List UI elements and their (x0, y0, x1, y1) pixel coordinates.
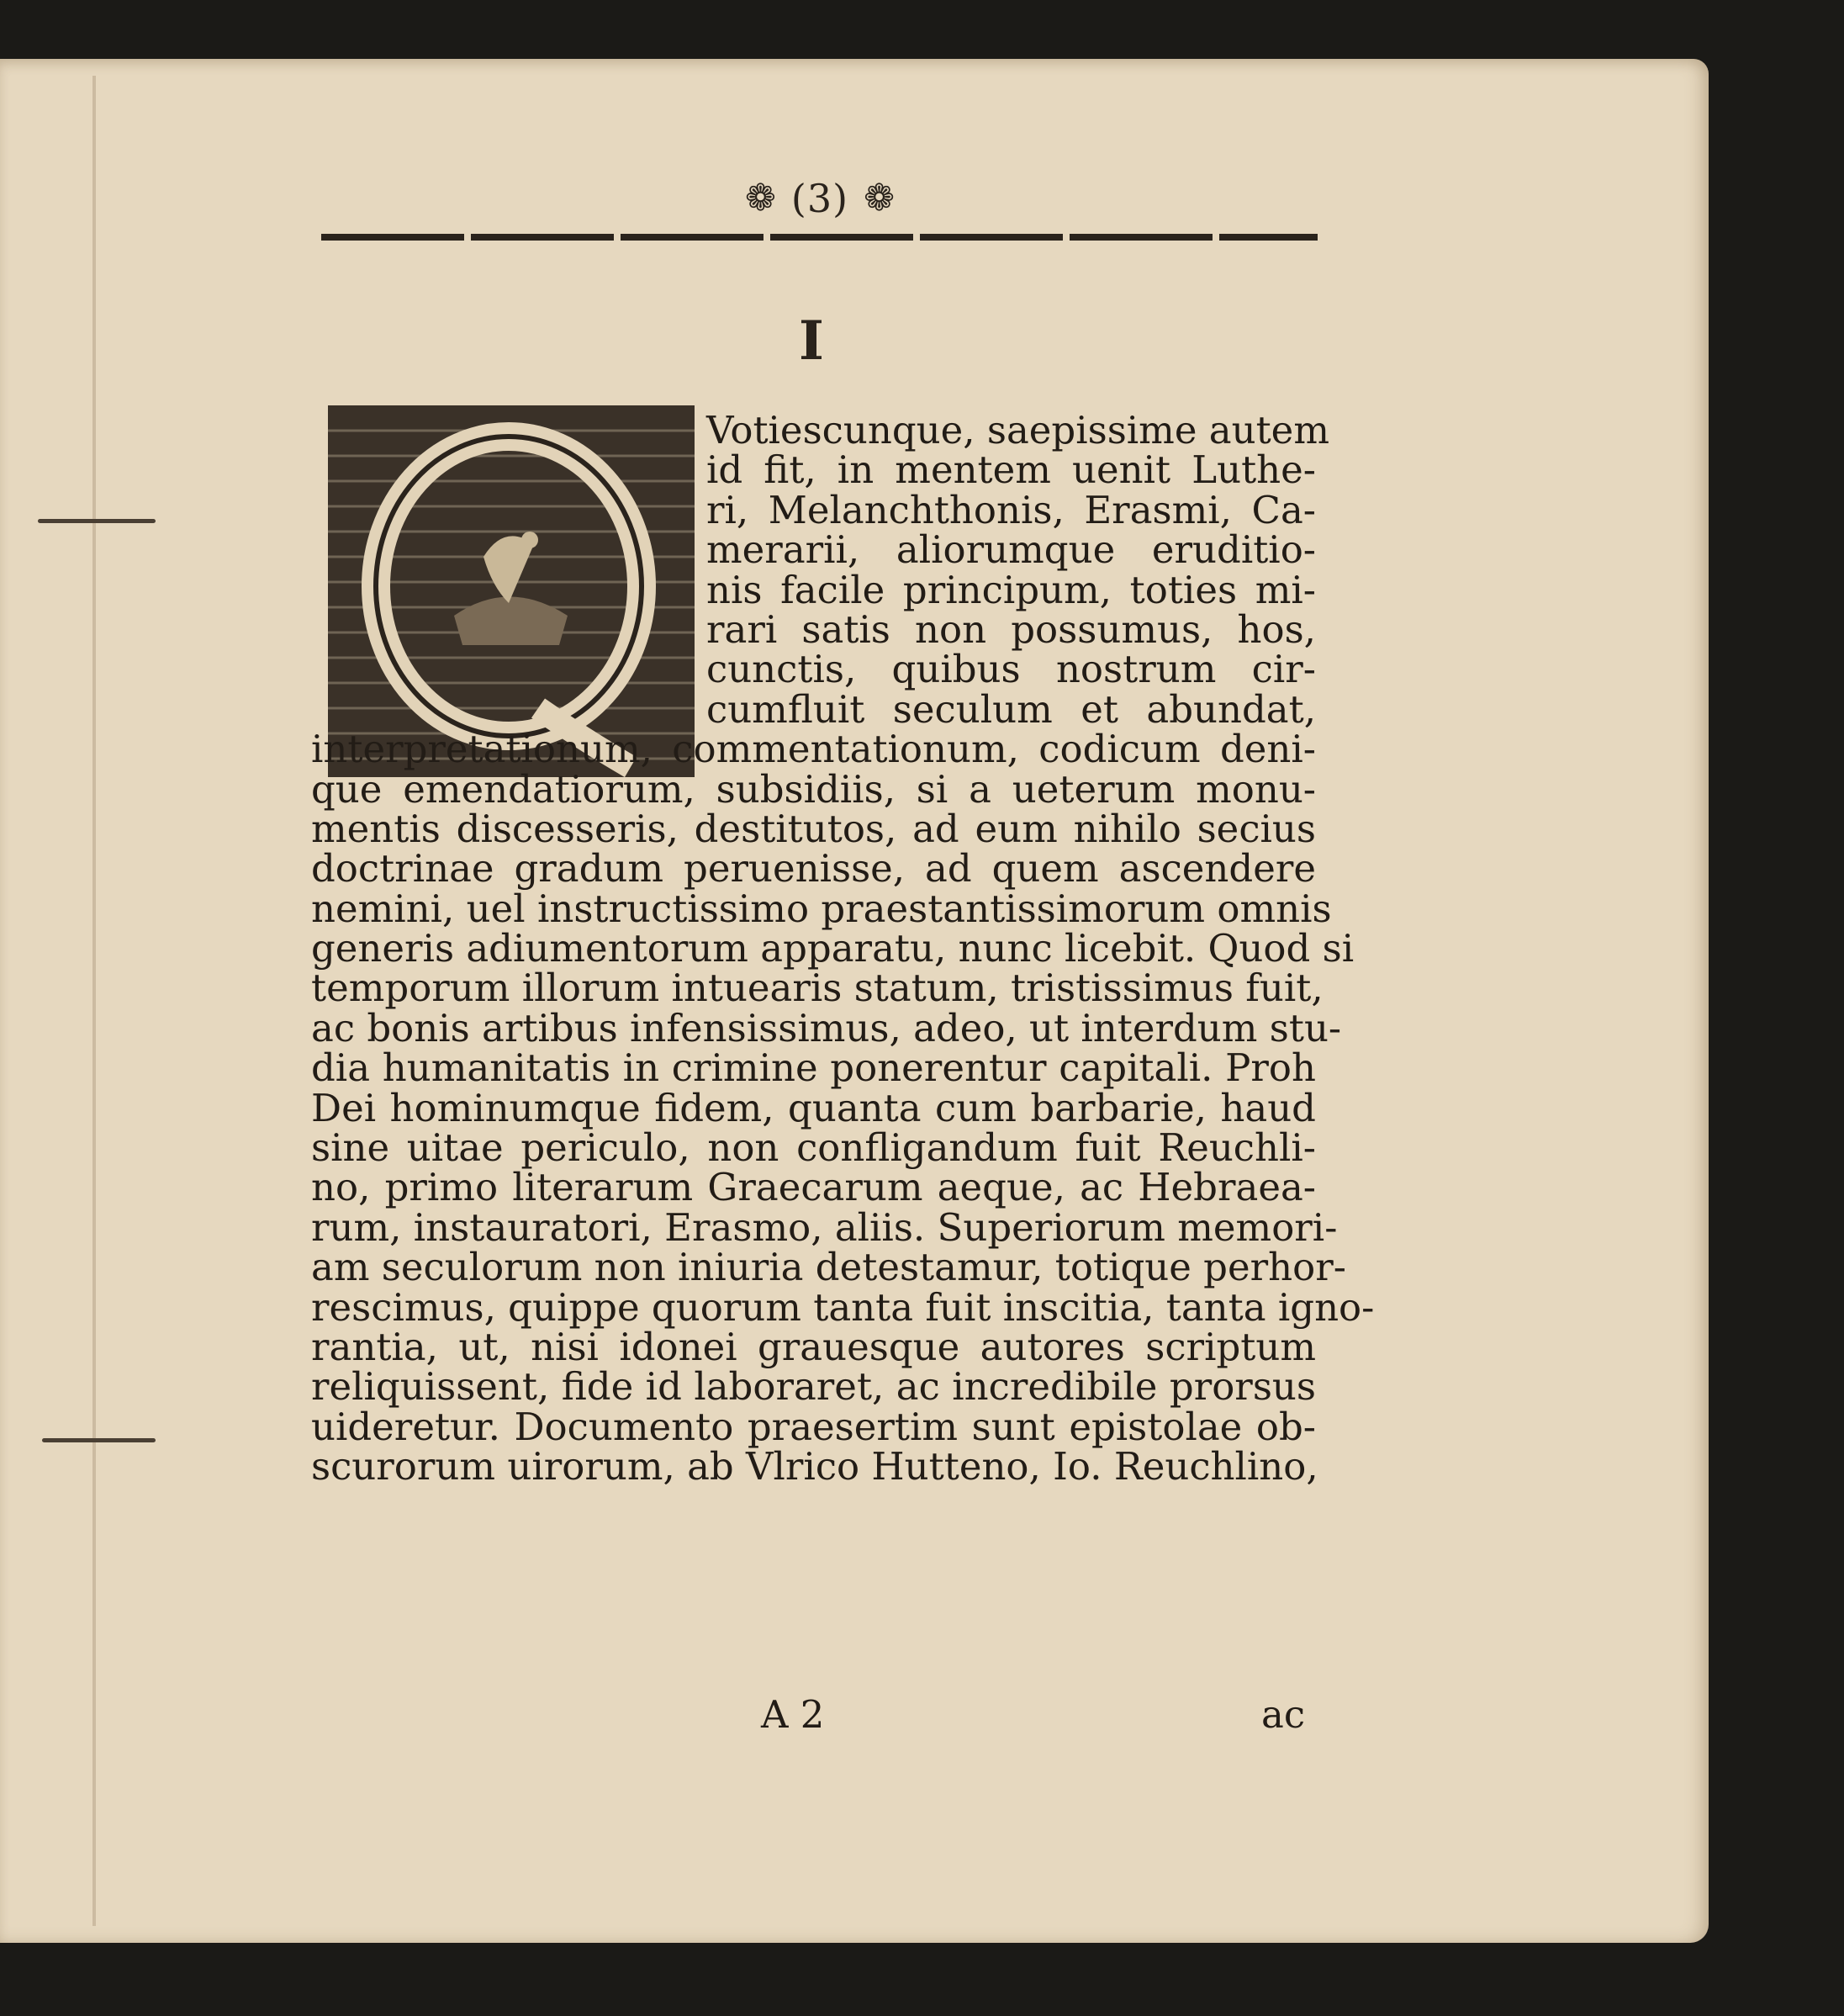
body-line: ri, Melanchthonis, Erasmi, Ca- (706, 487, 1316, 532)
body-line: nis facile principum, toties mi- (706, 567, 1316, 612)
binding-thread-upper (38, 519, 156, 523)
body-line: merarii, aliorumque eruditio- (706, 527, 1316, 573)
body-line: no, primo literarum Graecarum aeque, ac Hebraea- (311, 1165, 1316, 1210)
body-line: rantia, ut, nisi idonei grauesque autores scriptum (311, 1324, 1316, 1369)
body-line: interpretationum, commentationum, codicum deni- (311, 727, 1316, 772)
rosette-icon: ❁ (864, 177, 895, 220)
signature-mark: A 2 (761, 1692, 825, 1737)
page-number: (3) (790, 176, 849, 221)
body-text (311, 408, 1375, 1490)
body-line: Dei hominumque fidem, quanta cum barbarie, haud (311, 1085, 1316, 1130)
chapter-numeral: I (799, 310, 824, 373)
body-line: uideretur. Documento praesertim sunt epistolae ob- (311, 1404, 1316, 1449)
body-line: am seculorum non iniuria detestamur, totique perhor- (311, 1245, 1346, 1290)
binding-thread-lower (42, 1438, 156, 1442)
body-line: nemini, uel instructissimo praestantissimorum omnis (311, 886, 1332, 931)
page-fold (92, 76, 96, 1926)
body-line: rescimus, quippe quorum tanta fuit inscitia, tanta igno- (311, 1284, 1375, 1330)
body-line: Votiescunque, saepissime autem (706, 408, 1329, 452)
body-line: cunctis, quibus nostrum cir- (706, 647, 1316, 692)
body-line: sine uitae periculo, non confligandum fuit Reuchli- (311, 1125, 1316, 1171)
body-line: doctrinae gradum peruenisse, ad quem ascendere (311, 846, 1316, 892)
body-line: dia humanitatis in crimine ponerentur capitali. Proh (311, 1045, 1316, 1091)
body-line: reliquissent, fide id laboraret, ac incredibile prorsus (311, 1364, 1316, 1410)
body-line: cumfluit seculum et abundat, (706, 686, 1316, 732)
body-line: temporum illorum intuearis statum, tristissimus fuit, (311, 966, 1324, 1011)
catchword: ac (1261, 1692, 1306, 1737)
header-rule (321, 234, 1318, 241)
rosette-icon: ❁ (745, 177, 776, 220)
body-line: id fit, in mentem uenit Luthe- (706, 447, 1316, 493)
body-line: que emendatiorum, subsidiis, si a ueterum monu- (311, 766, 1316, 812)
body-line: rum, instauratori, Erasmo, aliis. Superiorum memori- (311, 1204, 1338, 1250)
body-line: ac bonis artibus infensissimus, adeo, ut interdum stu- (311, 1005, 1342, 1050)
body-line: scurorum uirorum, ab Vlrico Hutteno, Io. Reuchlino, (311, 1444, 1318, 1490)
page-header (723, 175, 917, 222)
body-line: rari satis non possumus, hos, (706, 606, 1316, 652)
body-line: mentis discesseris, destitutos, ad eum nihilo secius (311, 806, 1316, 851)
body-line: generis adiumentorum apparatu, nunc licebit. Quod si (311, 926, 1355, 971)
